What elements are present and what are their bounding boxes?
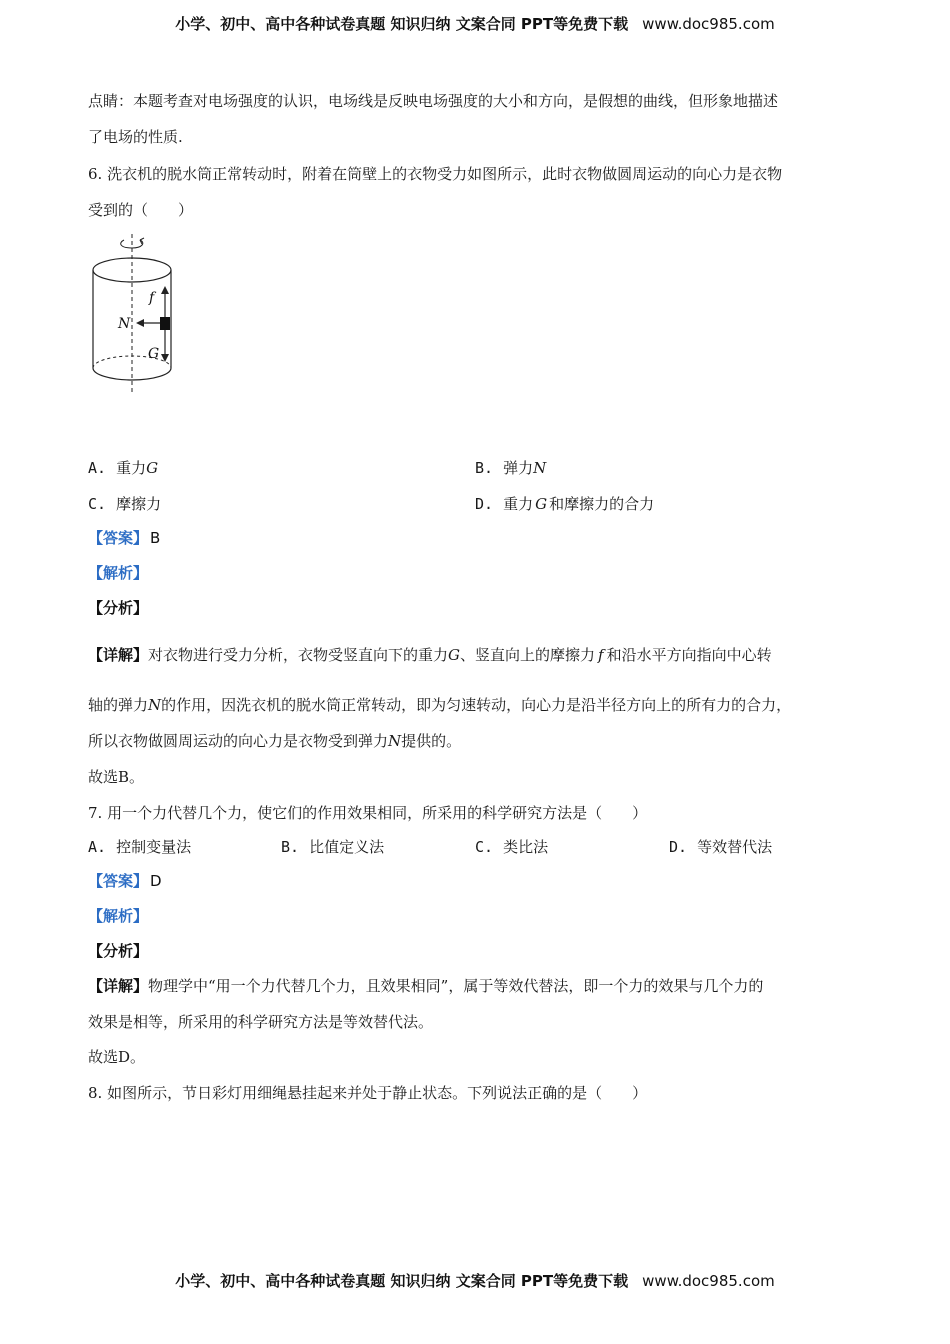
clothes-block <box>160 317 170 330</box>
q7-option-c[interactable]: C. 类比法 <box>475 838 549 856</box>
q6-stem-line-2: 受到的（ ） <box>88 201 194 219</box>
q7-option-a[interactable]: A. 控制变量法 <box>88 838 192 856</box>
q7-detail-line-2: 效果是相等，所采用的科学研究方法是等效替代法。 <box>88 1013 434 1031</box>
q7-option-b[interactable]: B. 比值定义法 <box>281 838 385 856</box>
footer-banner <box>0 1270 950 1291</box>
drum-force-figure <box>84 232 184 397</box>
q7-fenxi-tag: 【分析】 <box>88 942 149 960</box>
q6-conclusion: 故选B。 <box>88 768 145 786</box>
q8-stem: 8. 如图所示，节日彩灯用细绳悬挂起来并处于静止状态。下列说法正确的是（ ） <box>88 1084 648 1102</box>
footer-text: 小学、初中、高中各种试卷真题 知识归纳 文案合同 PPT等免费下载 <box>175 1272 629 1290</box>
label-G: G <box>148 346 160 362</box>
q7-answer: 【答案】 D <box>88 872 162 890</box>
header-banner <box>0 13 950 34</box>
q7-conclusion: 故选D。 <box>88 1048 146 1066</box>
q6-detail-line-3: 所以衣物做圆周运动的向心力是衣物受到弹力N提供的。 <box>88 732 462 750</box>
note-line-1: 点睛：本题考查对电场强度的认识，电场线是反映电场强度的大小和方向，是假想的曲线，但形象地描述 <box>88 92 779 110</box>
q6-option-d[interactable]: D. 重力 G 和摩擦力的合力 <box>475 495 655 513</box>
q6-option-a[interactable]: A. 重力G <box>88 459 159 477</box>
q6-fenxi-tag: 【分析】 <box>88 599 149 617</box>
header-text: 小学、初中、高中各种试卷真题 知识归纳 文案合同 PPT等免费下载 <box>175 15 629 33</box>
q6-option-c[interactable]: C. 摩擦力 <box>88 495 162 513</box>
note-line-2: 了电场的性质. <box>88 128 183 146</box>
q7-option-d[interactable]: D. 等效替代法 <box>669 838 773 856</box>
q7-analysis-tag: 【解析】 <box>88 907 149 925</box>
header-site[interactable]: www.doc985.com <box>642 15 775 33</box>
q7-stem: 7. 用一个力代替几个力，使它们的作用效果相同，所采用的科学研究方法是（ ） <box>88 804 648 822</box>
q6-option-b[interactable]: B. 弹力N <box>475 459 547 477</box>
footer-site[interactable]: www.doc985.com <box>642 1272 775 1290</box>
q6-detail-line-1: 【详解】对衣物进行受力分析，衣物受竖直向下的重力G、竖直向上的摩擦力 f 和沿水平方向指向中心转 <box>88 646 772 664</box>
q6-answer: 【答案】 B <box>88 529 161 547</box>
q6-analysis-tag: 【解析】 <box>88 564 149 582</box>
label-f: f <box>149 290 155 306</box>
q6-stem-line-1: 6. 洗衣机的脱水筒正常转动时，附着在筒壁上的衣物受力如图所示，此时衣物做圆周运动的向心力是衣物 <box>88 165 783 183</box>
q7-detail-line-1: 【详解】物理学中“用一个力代替几个力，且效果相同”，属于等效代替法，即一个力的效果与几个力的 <box>88 977 764 995</box>
label-N: N <box>118 316 131 332</box>
q6-detail-line-2: 轴的弹力N的作用，因洗衣机的脱水筒正常转动，即为匀速转动，向心力是沿半径方向上的所有力的合力， <box>88 696 792 714</box>
